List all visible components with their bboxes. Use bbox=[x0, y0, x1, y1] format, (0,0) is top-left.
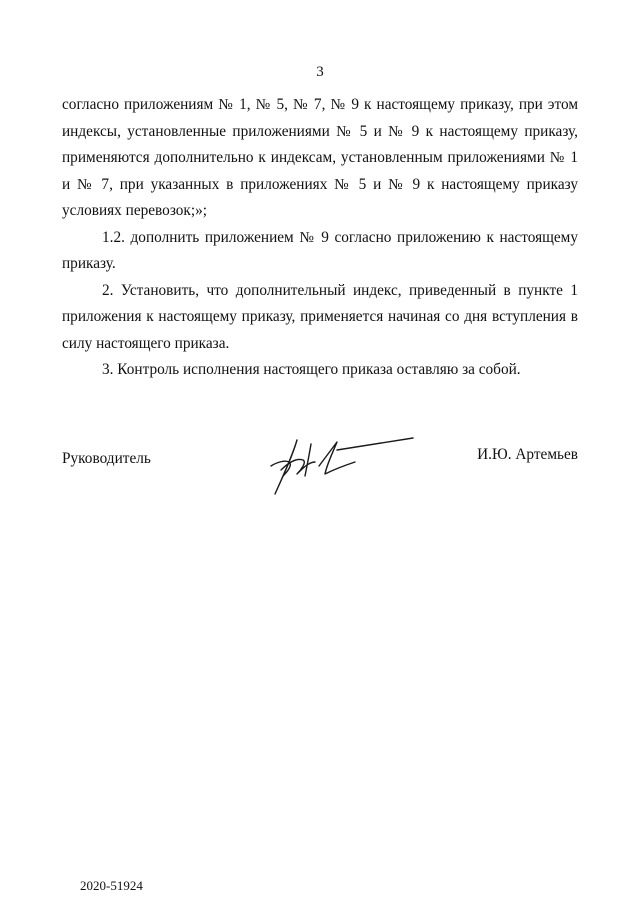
document-body bbox=[62, 92, 578, 384]
signatory-title: Руководитель bbox=[62, 450, 151, 467]
signature-block bbox=[62, 438, 578, 508]
signatory-name: И.Ю. Артемьев bbox=[477, 446, 578, 463]
paragraph-item-3: 3. Контроль исполнения настоящего приказа оставляю за собой. bbox=[102, 361, 521, 378]
paragraph-continuation: согласно приложениям № 1, № 5, № 7, № 9 к настоящему приказу, при этом индексы, установленные приложениями № 5 и № 9 к настоящему приказу, применяются дополнительно к индексам, установленным приложениями № 1 и № 7, при указанных в приложениях № 5 и № 9 к настоящему приказу условиях перевозок;»; bbox=[62, 96, 578, 219]
document-registration-number: 2020-51924 bbox=[80, 878, 143, 893]
page-number: 3 bbox=[316, 64, 324, 80]
paragraph-item-1-2: 1.2. дополнить приложением № 9 согласно приложению к настоящему приказу. bbox=[62, 228, 578, 272]
handwritten-signature bbox=[267, 432, 417, 498]
paragraph-item-2: 2. Установить, что дополнительный индекс, приведенный в пункте 1 приложения к настоящему приказу, применяется начиная со дня вступления в силу настоящего приказа. bbox=[62, 281, 578, 352]
